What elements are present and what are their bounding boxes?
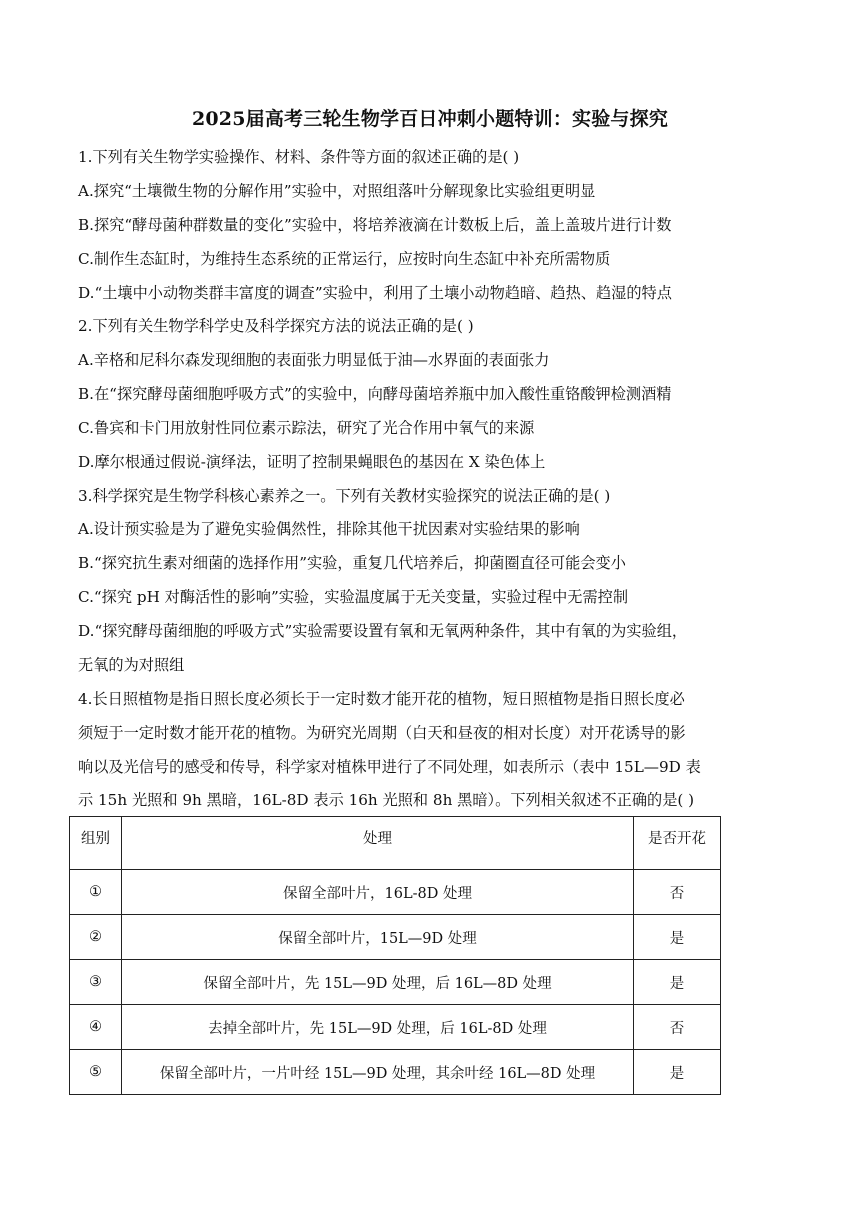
row-treatment: 保留全部叶片，先 15L—9D 处理，后 16L—8D 处理 xyxy=(122,960,634,1005)
question-1-option-c: C.制作生态缸时，为维持生态系统的正常运行，应按时向生态缸中补充所需物质 xyxy=(78,250,611,268)
page-title: 2025届高考三轮生物学百日冲刺小题特训：实验与探究 xyxy=(191,108,669,130)
row-group: ② xyxy=(70,915,122,960)
question-1-option-b: B.探究“酵母菌种群数量的变化”实验中，将培养液滴在计数板上后，盖上盖玻片进行计数 xyxy=(78,216,672,234)
row-group: ④ xyxy=(70,1005,122,1050)
row-treatment: 保留全部叶片，15L—9D 处理 xyxy=(122,915,634,960)
header-group: 组别 xyxy=(70,817,122,870)
row-treatment: 去掉全部叶片，先 15L—9D 处理，后 16L-8D 处理 xyxy=(122,1005,634,1050)
question-1-option-a: A.探究“土壤微生物的分解作用”实验中，对照组落叶分解现象比实验组更明显 xyxy=(78,182,596,200)
table-row xyxy=(70,915,721,960)
row-flowering: 是 xyxy=(634,915,721,960)
question-2-option-d: D.摩尔根通过假说-演绎法，证明了控制果蝇眼色的基因在 X 染色体上 xyxy=(78,453,546,471)
header-flowering: 是否开花 xyxy=(634,817,721,870)
question-4-stem-line1: 4.长日照植物是指日照长度必须长于一定时数才能开花的植物，短日照植物是指日照长度必 xyxy=(78,690,685,708)
question-2-option-c: C.鲁宾和卡门用放射性同位素示踪法，研究了光合作用中氧气的来源 xyxy=(78,419,535,437)
question-1-option-d: D.“土壤中小动物类群丰富度的调查”实验中，利用了土壤小动物趋暗、趋热、趋湿的特点 xyxy=(78,284,672,302)
table-row xyxy=(70,1050,721,1095)
header-treatment: 处理 xyxy=(122,817,634,870)
table-row xyxy=(70,870,721,915)
question-3-option-a: A.设计预实验是为了避免实验偶然性，排除其他干扰因素对实验结果的影响 xyxy=(78,520,580,538)
question-4-stem-line4: 示 15h 光照和 9h 黑暗，16L-8D 表示 16h 光照和 8h 黑暗）。下列相关叙述不正确的是( ) xyxy=(78,791,695,809)
table-header-row xyxy=(70,817,721,870)
question-3-stem: 3.科学探究是生物学科核心素养之一。下列有关教材实验探究的说法正确的是( ) xyxy=(78,487,611,505)
row-flowering: 是 xyxy=(634,960,721,1005)
question-3-option-b: B.“探究抗生素对细菌的选择作用”实验，重复几代培养后，抑菌圈直径可能会变小 xyxy=(78,554,626,572)
table-row xyxy=(70,1005,721,1050)
row-group: ① xyxy=(70,870,122,915)
row-group: ⑤ xyxy=(70,1050,122,1095)
row-group: ③ xyxy=(70,960,122,1005)
question-4-stem-line3: 响以及光信号的感受和传导，科学家对植株甲进行了不同处理，如表所示（表中 15L—9D 表 xyxy=(78,758,701,776)
table-row xyxy=(70,960,721,1005)
row-treatment: 保留全部叶片，一片叶经 15L—9D 处理，其余叶经 16L—8D 处理 xyxy=(122,1050,634,1095)
experiment-table xyxy=(69,816,721,1095)
question-1-stem: 1.下列有关生物学实验操作、材料、条件等方面的叙述正确的是( ) xyxy=(78,148,520,166)
question-4-stem-line2: 须短于一定时数才能开花的植物。为研究光周期（白天和昼夜的相对长度）对开花诱导的影 xyxy=(78,724,686,742)
question-3-option-d: D.“探究酵母菌细胞的呼吸方式”实验需要设置有氧和无氧两种条件，其中有氧的为实验组， xyxy=(78,622,688,640)
row-flowering: 否 xyxy=(634,870,721,915)
row-flowering: 否 xyxy=(634,1005,721,1050)
question-2-option-a: A.辛格和尼科尔森发现细胞的表面张力明显低于油—水界面的表面张力 xyxy=(78,351,550,369)
question-2-option-b: B.在“探究酵母菌细胞呼吸方式”的实验中，向酵母菌培养瓶中加入酸性重铬酸钾检测酒精 xyxy=(78,385,672,403)
question-3-option-c: C.“探究 pH 对酶活性的影响”实验，实验温度属于无关变量，实验过程中无需控制 xyxy=(78,588,629,606)
row-flowering: 是 xyxy=(634,1050,721,1095)
question-3-option-d-cont: 无氧的为对照组 xyxy=(78,656,185,674)
row-treatment: 保留全部叶片，16L-8D 处理 xyxy=(122,870,634,915)
question-2-stem: 2.下列有关生物学科学史及科学探究方法的说法正确的是( ) xyxy=(78,317,474,335)
